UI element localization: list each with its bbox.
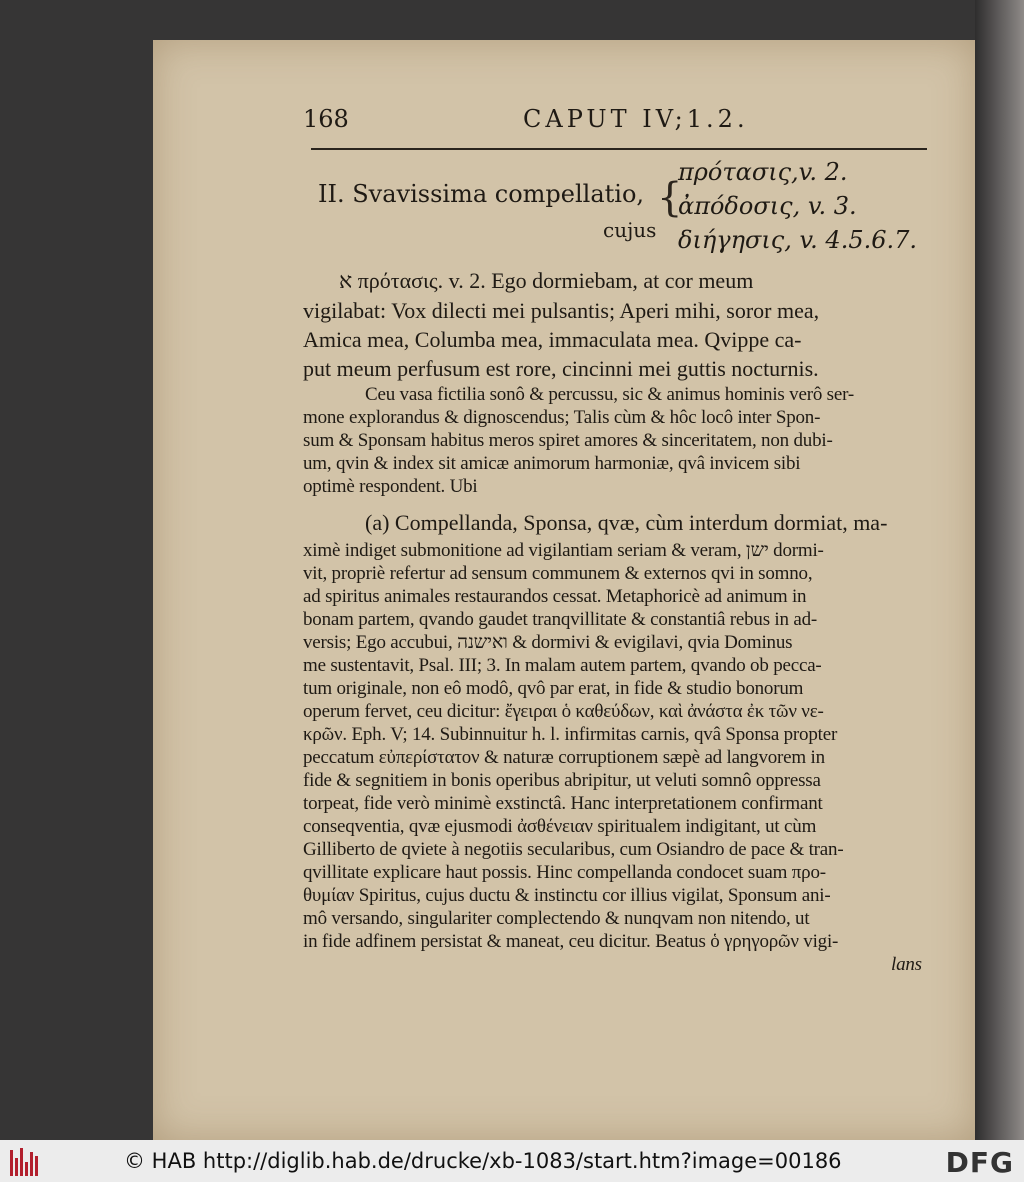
body-line: tum originale, non eô modô, qvô par erat, in fide & studio bonorum [303, 678, 804, 699]
body-line: bonam partem, qvando gaudet tranqvillitate & constantiâ rebus in ad- [303, 609, 818, 630]
body-line: ximè indiget submonitione ad vigilantiam seriam & veram, ישן dormi- [303, 540, 824, 561]
body-line: peccatum εὐπερίστατον & naturæ corruptionem sæpè ad langvorem in [303, 747, 825, 768]
body-line: versis; Ego accubui, ואישנה & dormivi & evigilavi, qvia Dominus [303, 632, 793, 653]
heading-item: διήγησις, v. 4.5.6.7. [678, 226, 918, 254]
copyright-link[interactable]: © HAB http://diglib.hab.de/drucke/xb-1083/start.htm?image=00186 [124, 1149, 842, 1173]
body-line: torpeat, fide verò minimè exstinctâ. Hanc interpretationem confirmant [303, 793, 823, 814]
heading-brace: { [657, 175, 683, 221]
verse-line: Amica mea, Columba mea, immaculata mea. Qvippe ca- [303, 327, 802, 352]
body-line: vit, propriè refertur ad sensum communem & externos qvi in somno, [303, 563, 813, 584]
body-line: operum fervet, ceu dicitur: ἔγειραι ὁ καθεύδων, καὶ ἀνάστα ἐκ τῶν νε- [303, 701, 824, 722]
viewer-footer [0, 1140, 1024, 1182]
verse-line: vigilabat: Vox dilecti mei pulsantis; Aperi mihi, soror mea, [303, 298, 820, 323]
scanned-page [153, 40, 975, 1140]
body-line: (a) Compellanda, Sponsa, qvæ, cùm interdum dormiat, ma- [365, 510, 888, 535]
heading-main: II. Svavissima compellatio, [318, 180, 645, 208]
verse-line: א πρότασις. v. 2. Ego dormiebam, at cor meum [339, 268, 754, 293]
heading-item: πρότασις,v. 2. [678, 158, 848, 186]
hab-logo-icon [10, 1146, 42, 1176]
verse-line: put meum perfusum est rore, cincinni mei guttis nocturnis. [303, 356, 819, 381]
body-line: θυμίαν Spiritus, cujus ductu & instinctu cor illius vigilat, Sponsum ani- [303, 885, 831, 906]
body-line: um, qvin & index sit amicæ animorum harmoniæ, qvâ invicem sibi [303, 453, 801, 474]
body-line: in fide adfinem persistat & maneat, ceu dicitur. Beatus ὁ γρηγορῶν vigi- [303, 931, 839, 952]
body-line: Gilliberto de qviete à negotiis secularibus, cum Osiandro de pace & tran- [303, 839, 844, 860]
dfg-logo: DFG [945, 1146, 1014, 1179]
heading-item: ἀπόδοσις, v. 3. [678, 192, 857, 220]
body-line: Ceu vasa fictilia sonô & percussu, sic & animus hominis verô ser- [365, 384, 854, 405]
body-line: me sustentavit, Psal. III; 3. In malam autem partem, qvando ob pecca- [303, 655, 822, 676]
catchword: lans [891, 954, 922, 975]
body-line: mone explorandus & dignoscendus; Talis cùm & hôc locô inter Spon- [303, 407, 821, 428]
body-line: sum & Sponsam habitus meros spiret amores & sinceritatem, non dubi- [303, 430, 833, 451]
body-line: qvillitate explicare haut possis. Hinc compellanda condocet suam προ- [303, 862, 826, 883]
body-line: ad spiritus animales restaurandos cessat. Metaphoricè ad animum in [303, 586, 807, 607]
page-number: 168 [303, 105, 349, 133]
body-line: fide & segnitiem in bonis operibus abripitur, ut veluti somnô oppressa [303, 770, 821, 791]
next-page-edge [975, 0, 1024, 1140]
running-head: CAPUT IV;1.2. [523, 105, 749, 133]
body-line: mô versando, singulariter complectendo & nunqvam non nitendo, ut [303, 908, 810, 929]
body-line: κρῶν. Eph. V; 14. Subinnuitur h. l. infirmitas carnis, qvâ Sponsa propter [303, 724, 838, 745]
body-line: optimè respondent. Ubi [303, 476, 478, 497]
body-line: conseqventia, qvæ ejusmodi ἀσθένειαν spiritualem indigitant, ut cùm [303, 816, 817, 837]
header-rule [311, 148, 927, 150]
heading-cujus: cujus [603, 218, 657, 242]
